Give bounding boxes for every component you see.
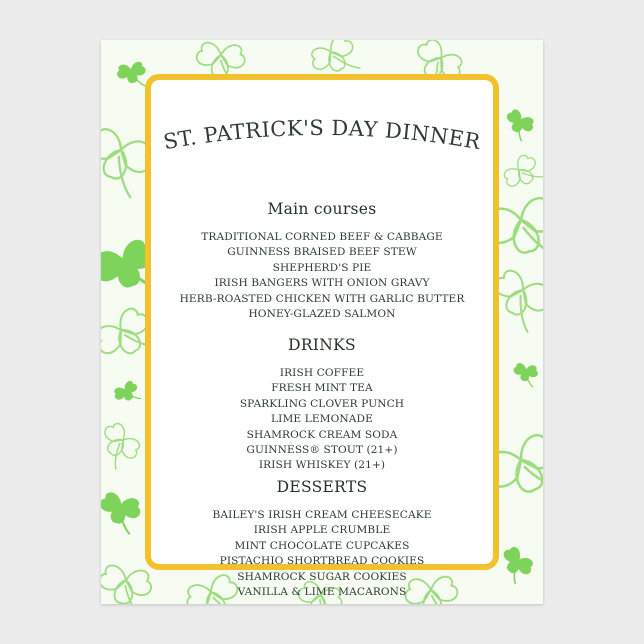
menu-item: GUINNESS BRAISED BEEF STEW bbox=[227, 246, 417, 259]
menu-item: HONEY-GLAZED SALMON bbox=[248, 308, 396, 321]
menu-item: FRESH MINT TEA bbox=[271, 382, 373, 395]
menu-card bbox=[101, 40, 543, 604]
section-heading: DRINKS bbox=[288, 336, 356, 354]
menu-item: MINT CHOCOLATE CUPCAKES bbox=[234, 539, 410, 552]
menu-item: SHEPHERD'S PIE bbox=[272, 261, 372, 274]
section-heading: DESSERTS bbox=[276, 478, 368, 496]
menu-item: PISTACHIO SHORTBREAD COOKIES bbox=[219, 555, 425, 568]
section-main-courses bbox=[151, 200, 493, 322]
section-desserts bbox=[151, 478, 493, 600]
menu-item: BAILEY'S IRISH CREAM CHEESECAKE bbox=[212, 509, 432, 521]
menu-item: GUINNESS® STOUT (21+) bbox=[246, 444, 398, 457]
menu-item: TRADITIONAL CORNED BEEF & CABBAGE bbox=[201, 231, 443, 243]
menu-item: IRISH BANGERS WITH ONION GRAVY bbox=[214, 277, 430, 290]
menu-panel bbox=[145, 74, 499, 599]
menu-item: SHAMROCK SUGAR COOKIES bbox=[237, 570, 407, 583]
menu-item: IRISH WHISKEY (21+) bbox=[258, 459, 386, 472]
menu-item: LIME LEMONADE bbox=[271, 413, 373, 426]
menu-item: HERB-ROASTED CHICKEN WITH GARLIC BUTTER bbox=[179, 292, 465, 305]
section-heading: Main courses bbox=[267, 200, 377, 218]
section-drinks bbox=[151, 336, 493, 474]
menu-item: IRISH COFFEE bbox=[279, 367, 365, 379]
menu-item: IRISH APPLE CRUMBLE bbox=[253, 524, 391, 537]
menu-title bbox=[151, 80, 493, 160]
svg-text:ST. PATRICK'S DAY DINNER: ST. PATRICK'S DAY DINNER bbox=[161, 115, 483, 155]
menu-item: VANILLA & LIME MACARONS bbox=[237, 586, 407, 599]
menu-item: SPARKLING CLOVER PUNCH bbox=[239, 397, 405, 410]
menu-item: SHAMROCK CREAM SODA bbox=[246, 428, 398, 441]
